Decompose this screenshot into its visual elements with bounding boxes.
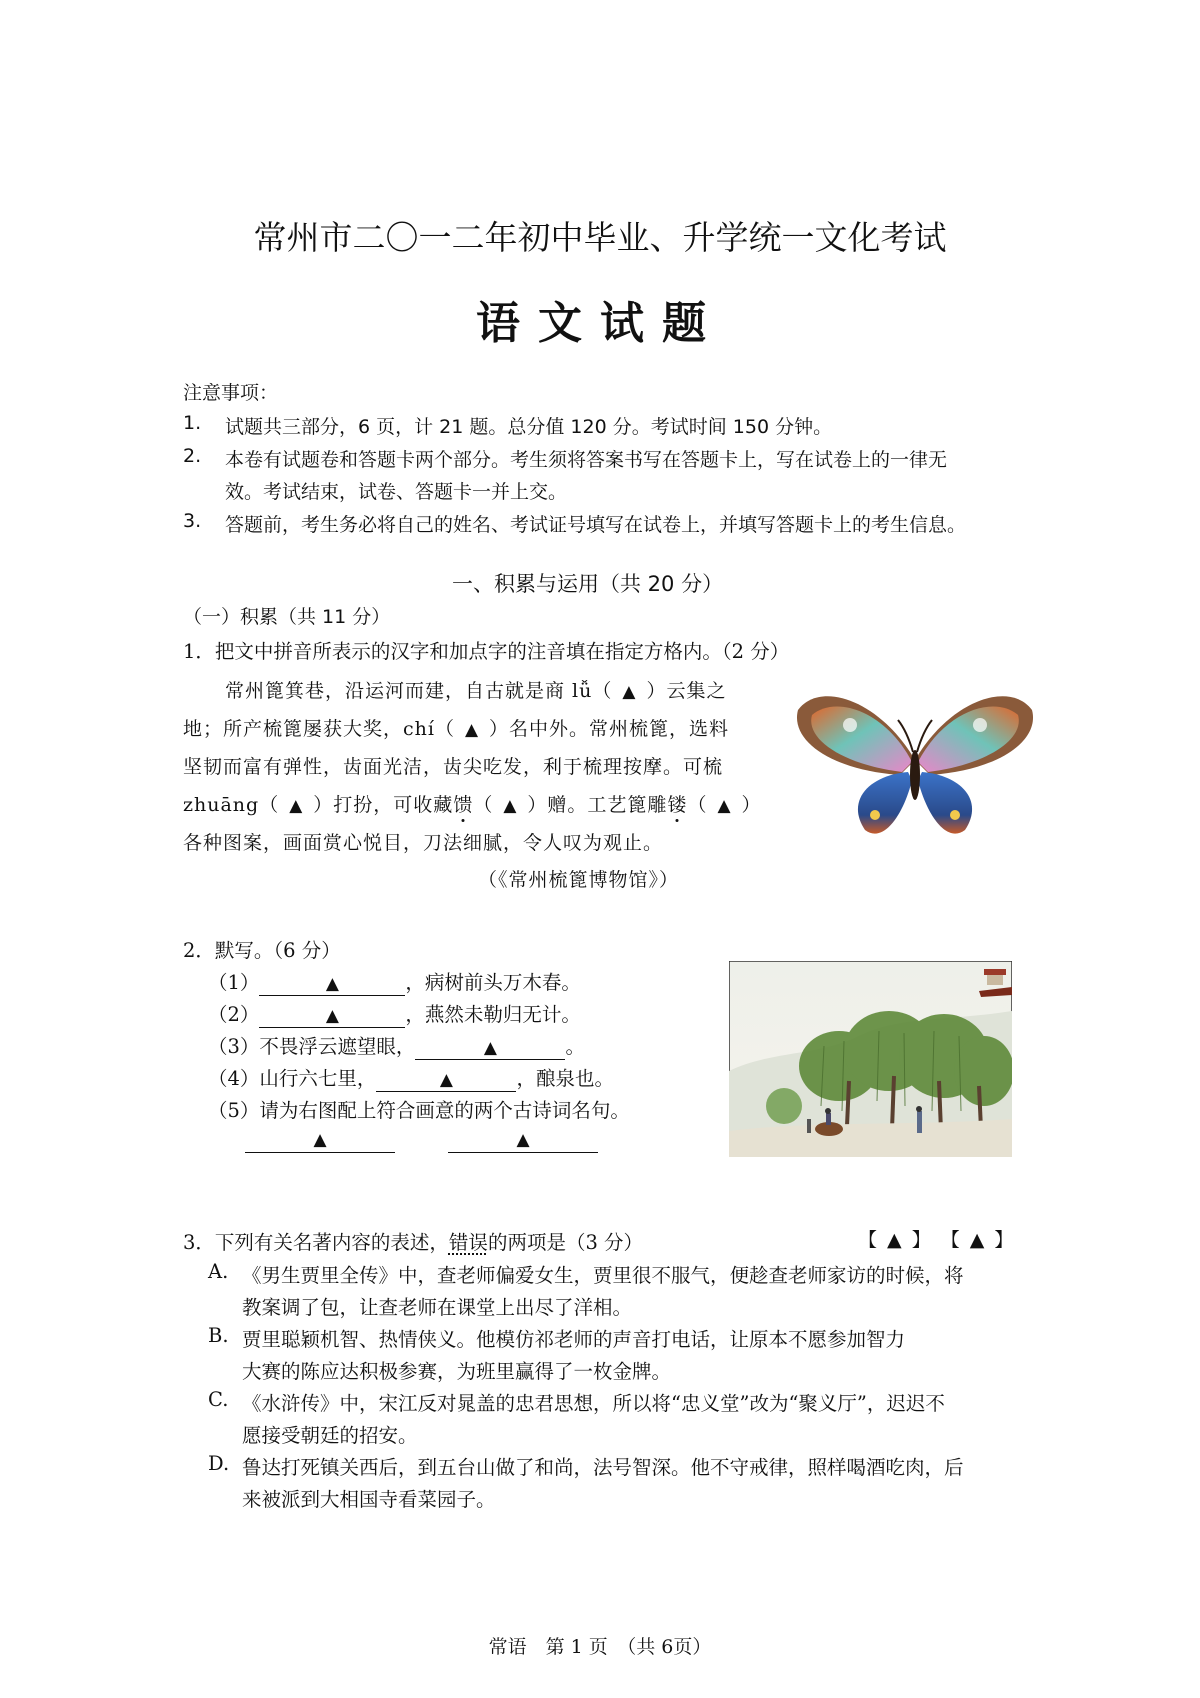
answer-mark: ▲ (325, 974, 339, 994)
option-d-label: D. (208, 1452, 230, 1475)
question-2-prompt: 2．默写。（6 分） (183, 939, 341, 962)
answer-mark: ▲ (313, 1130, 327, 1150)
option-b-text-cont: 大赛的陈应达积极参赛，为班里赢得了一枚金牌。 (242, 1360, 672, 1383)
answer-mark: ▲ (464, 720, 480, 740)
recite-item-3: （3）不畏浮云遮望眼， ▲ 。 (208, 1035, 585, 1058)
option-a-text: 《男生贾里全传》中，查老师偏爱女生，贾里很不服气，便趁查老师家访的时候，将 (242, 1264, 964, 1287)
answer-mark: ▲ (439, 1070, 453, 1090)
recite-item-5: （5）请为右图配上符合画意的两个古诗词名句。 (208, 1099, 630, 1122)
recite-blank-5a (245, 1128, 395, 1153)
exam-title: 常州市二〇一二年初中毕业、升学统一文化考试 (253, 218, 947, 257)
answer-mark: ▲ (289, 796, 304, 816)
notice-item-2-num: 2. (183, 445, 202, 467)
recite-item-4: （4）山行六七里， ▲ ，酿泉也。 (208, 1067, 614, 1090)
passage-source: （《常州梳篦博物馆》） (478, 869, 680, 891)
recite-blank-5b (448, 1128, 598, 1153)
notice-item-3: 答题前，考生务必将自己的姓名、考试证号填写在试卷上，并填写答题卡上的考生信息。 (225, 514, 967, 536)
notice-heading: 注意事项： (183, 382, 279, 404)
answer-mark: ▲ (516, 1130, 530, 1150)
answer-mark: ▲ (622, 682, 637, 702)
option-d-text-cont: 来被派到大相国寺看菜园子。 (242, 1488, 496, 1511)
willow-painting-image (729, 961, 1012, 1157)
subject-title: 语文试题 (476, 298, 724, 349)
option-a-text-cont: 教案调了包，让查老师在课堂上出尽了洋相。 (242, 1296, 633, 1319)
option-b-label: B. (208, 1324, 229, 1347)
answer-brackets: 【 ▲ 】 【 ▲ 】 (858, 1229, 1016, 1251)
notice-item-3-num: 3. (183, 510, 202, 532)
section-title: 一、积累与运用（共 20 分） (452, 572, 724, 596)
notice-item-2: 本卷有试题卷和答题卡两个部分。考生须将答案书写在答题卡上，写在试卷上的一律无 (225, 449, 948, 471)
passage-line-5: 各种图案，画面赏心悦目，刀法细腻，令人叹为观止。 (183, 832, 664, 854)
answer-mark: ▲ (483, 1038, 497, 1058)
notice-item-2-cont: 效。考试结束，试卷、答题卡一并上交。 (225, 481, 568, 503)
option-b-text: 贾里聪颖机智、热情侠义。他模仿祁老师的声音打电话，让原本不愿参加智力 (242, 1328, 906, 1351)
option-c-text: 《水浒传》中，宋江反对晁盖的忠君思想，所以将“忠义堂”改为“聚义厅”，迟迟不 (242, 1392, 945, 1415)
recite-item-1: （1） ▲ ，病树前头万木春。 (208, 971, 581, 994)
recite-item-2: （2） ▲ ，燕然未勒归无计。 (208, 1003, 581, 1026)
option-d-text: 鲁达打死镇关西后，到五台山做了和尚，法号智深。他不守戒律，照样喝酒吃肉，后 (242, 1456, 964, 1479)
subsection-title: （一）积累（共 11 分） (183, 606, 391, 628)
passage-line-2: 地；所产梳篦屡获大奖，chí（ ▲ ）名中外。常州梳篦，选料 (183, 718, 730, 740)
option-a-label: A. (208, 1260, 229, 1283)
option-c-label: C. (208, 1388, 229, 1411)
question-3-prompt: 3．下列有关名著内容的表述，错误的两项是（3 分） (183, 1231, 644, 1254)
page-footer: 常语 第 1 页 （共 6页） (488, 1636, 712, 1658)
option-c-text-cont: 愿接受朝廷的招安。 (242, 1424, 418, 1447)
passage-line-4: zhuāng（ ▲ ）打扮，可收藏馈（ ▲ ）赠。工艺篦雕镂（ ▲ ） (183, 794, 762, 816)
notice-item-1-num: 1. (183, 412, 202, 434)
answer-mark: ▲ (717, 796, 732, 816)
passage-line-1: 常州篦箕巷，沿运河而建，自古就是商 lǚ（ ▲ ）云集之 (225, 680, 727, 702)
passage-line-3: 坚韧而富有弹性，齿面光洁，齿尖吃发，利于梳理按摩。可梳 (183, 756, 724, 778)
butterfly-comb-image (790, 680, 1040, 850)
question-1-prompt: 1．把文中拼音所表示的汉字和加点字的注音填在指定方格内。（2 分） (183, 640, 790, 663)
answer-mark: ▲ (503, 796, 518, 816)
notice-item-1: 试题共三部分，6 页，计 21 题。总分值 120 分。考试时间 150 分钟。 (225, 416, 833, 438)
answer-mark: ▲ (325, 1006, 339, 1026)
